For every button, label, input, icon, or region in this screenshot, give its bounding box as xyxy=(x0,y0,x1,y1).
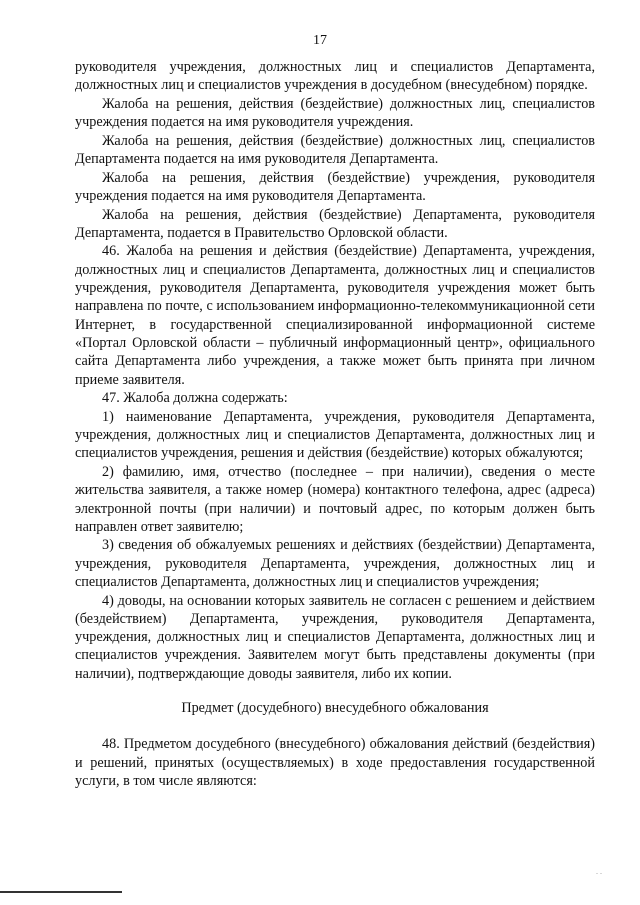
paragraph-46: 46. Жалоба на решения и действия (бездействие) Департамента, учреждения, должностных лиц и специалистов Департамента, должностных лиц и специалистов учреждения, руководителя Департамента, руководителя учреждения может быть направлена по почте, с использованием информационно-телекоммуникационной сети Интернет, в государственной специализированной информационной системе «Портал Орловской области – публичный информационный центр», официального сайта Департамента либо учреждения, а также может быть принята при личном приеме заявителя. xyxy=(75,243,595,388)
paragraph-5: Жалоба на решения, действия (бездействие) Департамента, руководителя Департамента, подается в Правительство Орловской области. xyxy=(75,206,595,241)
footer-divider xyxy=(0,891,122,893)
paragraph-2: Жалоба на решения, действия (бездействие) должностных лиц, специалистов учреждения подается на имя руководителя учреждения. xyxy=(75,95,595,131)
list-item-2: 2) фамилию, имя, отчество (последнее – при наличии), сведения о месте жительства заявителя, а также номер (номера) контактного телефона, адрес (адреса) электронной почты (при наличии) и почтовый адрес, по которым должен быть направлен ответ заявителю; xyxy=(75,463,595,535)
paragraph-3: Жалоба на решения, действия (бездействие) должностных лиц, специалистов Департамента подается на имя руководителя Департамента. xyxy=(75,132,595,168)
paragraph-4: Жалоба на решения, действия (бездействие) учреждения, руководителя учреждения подается на имя руководителя Департамента. xyxy=(75,169,595,204)
list-item-3: 3) сведения об обжалуемых решениях и действиях (бездействии) Департамента, учреждения, руководителя Департамента, учреждения, должностных лиц и специалистов Департамента, должностных лиц и специалистов учреждения; xyxy=(75,537,595,590)
page-number: 17 xyxy=(313,33,327,48)
document-body xyxy=(75,58,595,791)
list-item-4: 4) доводы, на основании которых заявитель не согласен с решением и действием (бездействием) Департамента, учреждения, руководителя Департамента, учреждения, должностных лиц и специалистов Департамента, должностных лиц и специалистов учреждения. Заявителем могут быть представлены документы (при наличии), подтверждающие доводы заявителя, либо их копии. xyxy=(75,592,595,682)
section-heading: Предмет (досудебного) внесудебного обжалования xyxy=(181,700,489,717)
paragraph-48: 48. Предметом досудебного (внесудебного) обжалования действий (бездействия) и решений, принятых (осуществляемых) в ходе предоставления государственной услуги, в том числе являются: xyxy=(75,736,595,789)
paragraph-1: руководителя учреждения, должностных лиц и специалистов Департамента, должностных лиц и специалистов учреждения в досудебном (внесудебном) порядке. xyxy=(75,59,595,94)
scan-mark: . . xyxy=(596,867,602,876)
paragraph-47: 47. Жалоба должна содержать: xyxy=(102,390,288,407)
list-item-1: 1) наименование Департамента, учреждения, руководителя Департамента, учреждения, должностных лиц и специалистов Департамента, должностных лиц и специалистов учреждения, решения и действия (бездействие) которых обжалуются; xyxy=(75,408,595,462)
